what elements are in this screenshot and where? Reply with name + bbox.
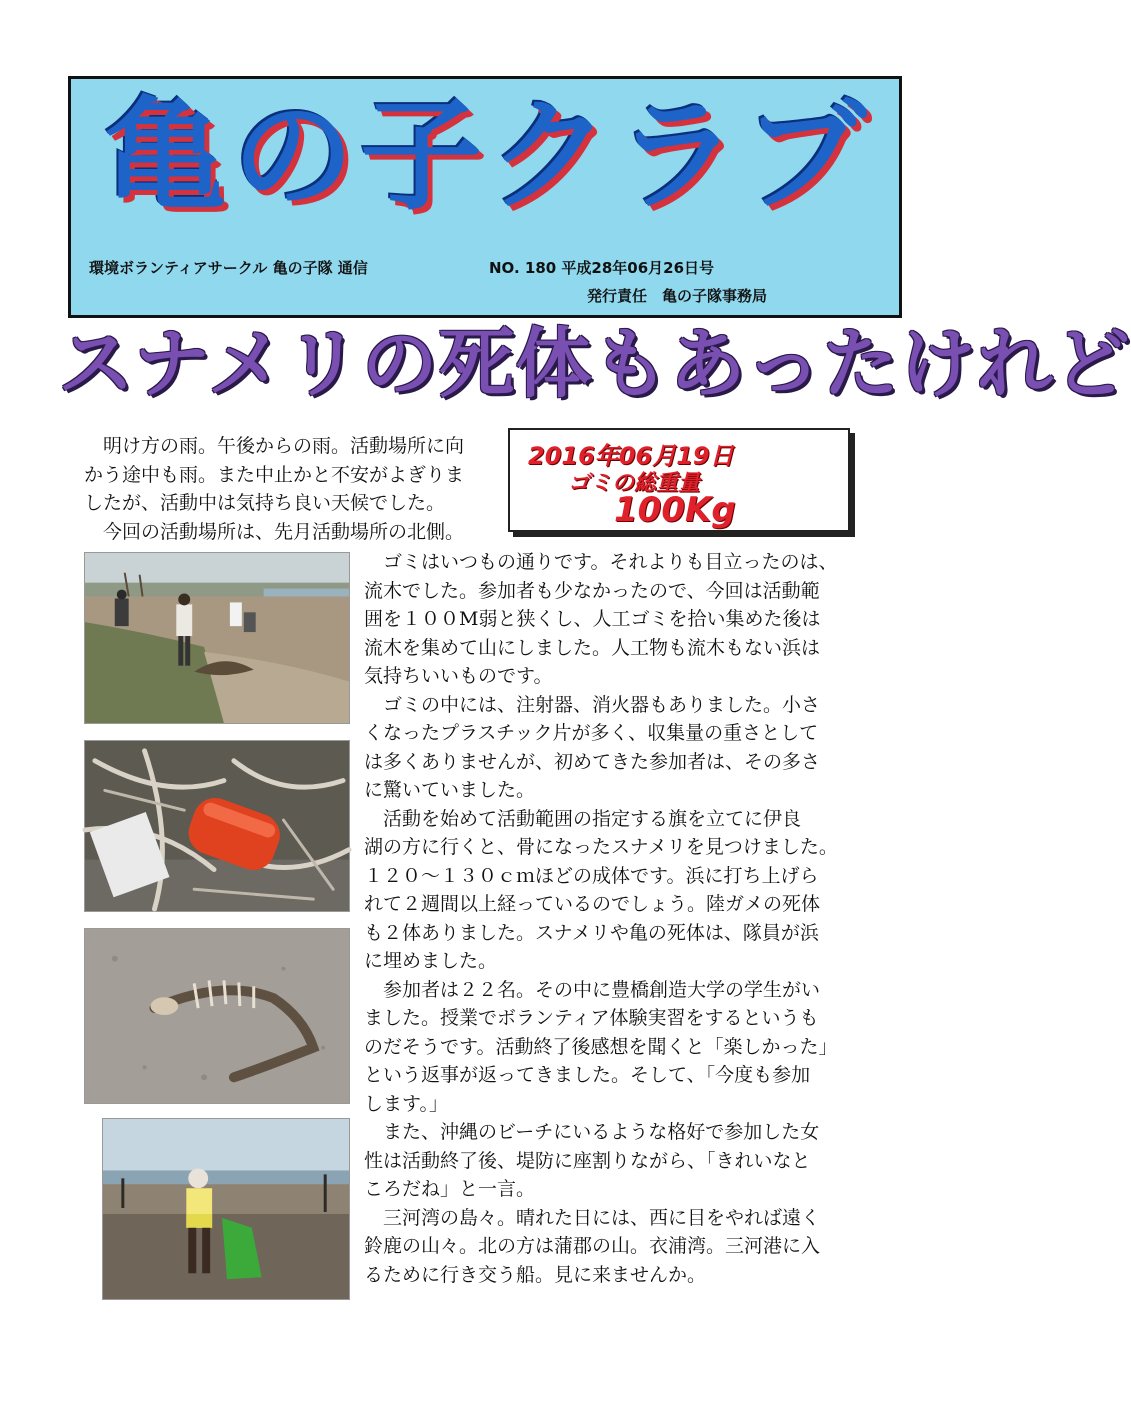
masthead (68, 76, 902, 318)
body-line: します。」 (364, 1092, 448, 1115)
masthead-title: 亀の子クラブ (104, 85, 872, 227)
body-line: １２０～１３０ｃｍほどの成体です。浜に打ち上げら (364, 864, 819, 887)
body-line: れて２週間以上経っているのでしょう。陸ガメの死体 (364, 893, 821, 915)
body-line: 囲を１００M弱と狭くし、人工ゴミを拾い集めた後は (364, 608, 821, 630)
masthead-subtitle: 環境ボランティアサークル 亀の子隊 通信 (89, 259, 368, 277)
body-line: も２体ありました。スナメリや亀の死体は、隊員が浜 (364, 921, 819, 944)
stats-label: ゴミの総重量 (568, 471, 701, 496)
body-line: という返事が返ってきました。そして、「今度も参加 (364, 1064, 811, 1086)
publisher: 発行責任 亀の子隊事務局 (587, 287, 768, 305)
body-line: に驚いていました。 (364, 779, 536, 801)
photo-beach-volunteers (84, 552, 350, 724)
body-line: に埋めました。 (364, 950, 498, 972)
article-intro (84, 432, 504, 546)
body-line: のだそうです。活動終了後感想を聞くと「楽しかった」 (364, 1035, 838, 1058)
intro-line: 今回の活動場所は、先月活動場所の北側。 (103, 520, 465, 543)
article-body (364, 548, 884, 1289)
intro-line: したが、活動中は気持ち良い天候でした。 (84, 492, 446, 514)
body-line: 三河湾の島々。晴れた日には、西に目をやれば遠く (383, 1206, 821, 1229)
body-line: ゴミの中には、注射器、消火器もありました。小さ (383, 693, 821, 716)
body-line: くなったプラスチック片が多く、収集量の重さとして (364, 722, 819, 744)
headline: スナメリの死体もあったけれど (58, 319, 1131, 408)
photo-woman-collecting (102, 1118, 350, 1300)
body-line: また、沖縄のビーチにいるような格好で参加した女 (383, 1121, 820, 1143)
stats-date: 2016年06月19日 (528, 442, 734, 470)
photo-fire-extinguisher (84, 740, 350, 912)
body-line: 湖の方に行くと、骨になったスナメリを見つけました。 (364, 836, 838, 858)
body-line: ゴミはいつもの通りです。それよりも目立ったのは、 (383, 551, 838, 573)
body-line: 気持ちいいものです。 (364, 665, 553, 687)
body-line: ました。授業でボランティア体験実習をするというも (364, 1007, 819, 1029)
body-line: 鈴鹿の山々。北の方は蒲郡の山。衣浦湾。三河港に入 (364, 1235, 821, 1257)
body-line: 流木でした。参加者も少なかったので、今回は活動範 (364, 579, 820, 602)
body-line: は多くありませんが、初めてきた参加者は、その多さ (364, 750, 821, 773)
intro-line: 明け方の雨。午後からの雨。活動場所に向 (103, 435, 465, 457)
stats-box (508, 428, 850, 532)
body-line: 性は活動終了後、堤防に座割りながら、「きれいなと (364, 1149, 811, 1172)
body-line: 活動を始めて活動範囲の指定する旗を立てに伊良 (383, 807, 802, 830)
body-line: 流木を集めて山にしました。人工物も流木もない浜は (364, 636, 821, 659)
body-line: ころだね」と一言。 (364, 1178, 536, 1200)
intro-line: かう途中も雨。また中止かと不安がよぎりま (84, 463, 465, 486)
body-line: 参加者は２２名。その中に豊橋創造大学の学生がい (383, 978, 821, 1001)
photo-porpoise-skeleton (84, 928, 350, 1104)
issue-number: NO. 180 平成28年06月26日号 (489, 259, 715, 277)
body-line: るために行き交う船。見に来ませんか。 (364, 1263, 707, 1286)
stats-weight: 100Kg (614, 490, 736, 530)
